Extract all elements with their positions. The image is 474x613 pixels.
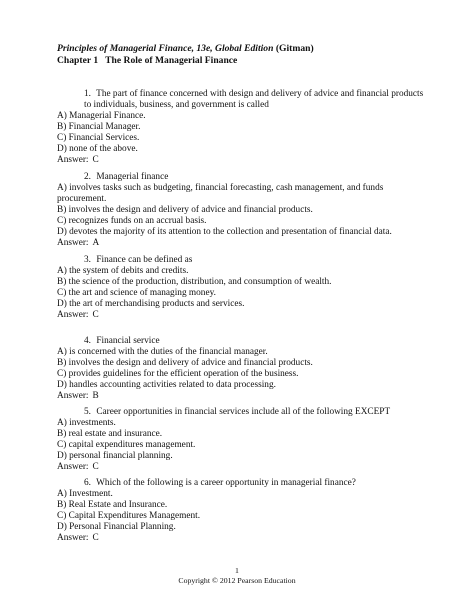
option-b: B) real estate and insurance. — [57, 429, 163, 439]
option-d: D) Personal Financial Planning. — [57, 522, 176, 532]
question-stem — [57, 336, 437, 347]
question-stem — [57, 172, 437, 183]
question-text: Financial service — [96, 336, 160, 346]
question-stem — [57, 255, 437, 266]
option-d: D) the art of merchandising products and services. — [57, 299, 245, 309]
book-title: Principles of Managerial Finance, 13e, Global Edition — [57, 43, 274, 54]
page-number: 1 — [235, 566, 239, 575]
copyright-notice: Copyright © 2012 Pearson Education — [178, 576, 296, 585]
answer-line — [57, 533, 437, 544]
option-d: D) none of the above. — [57, 144, 138, 154]
answer-value: C — [92, 533, 99, 543]
question-number: 3. — [84, 255, 91, 265]
answer-label: Answer: — [57, 391, 89, 401]
answer-value: C — [92, 155, 99, 165]
option-a: A) Managerial Finance. — [57, 111, 146, 121]
answer-label: Answer: — [57, 155, 89, 165]
answer-label: Answer: — [57, 310, 89, 320]
answer-label: Answer: — [57, 462, 89, 472]
option-a: A) investments. — [57, 418, 116, 428]
option-a: A) Investment. — [57, 489, 113, 499]
option-b: B) involves the design and delivery of advice and financial products. — [57, 205, 313, 215]
answer-line — [57, 155, 437, 166]
answer-line — [57, 462, 437, 473]
question-text: The part of finance concerned with design and delivery of advice and financial products — [96, 89, 424, 99]
chapter-heading — [57, 55, 437, 67]
question-4 — [57, 336, 437, 402]
answer-line — [57, 391, 437, 402]
question-number: 2. — [84, 172, 91, 182]
answer-line — [57, 238, 437, 249]
question-stem — [57, 89, 437, 100]
question-text: Finance can be defined as — [96, 255, 193, 265]
question-1 — [57, 89, 437, 166]
option-d: D) devotes the majority of its attention to the collection and presentation of financial data. — [57, 227, 392, 237]
option-b: B) the science of the production, distribution, and consumption of wealth. — [57, 277, 332, 287]
question-2 — [57, 172, 437, 249]
question-text-continued: to individuals, business, and government is called — [84, 100, 269, 110]
question-3 — [57, 255, 437, 321]
chapter-label: Chapter 1 — [57, 55, 99, 66]
answer-label: Answer: — [57, 533, 89, 543]
option-c: C) Financial Services. — [57, 133, 140, 143]
option-d: D) personal financial planning. — [57, 451, 173, 461]
answer-value: A — [92, 238, 100, 248]
option-c: C) the art and science of managing money. — [57, 288, 216, 298]
option-c: C) capital expenditures management. — [57, 440, 196, 450]
question-number: 4. — [84, 336, 91, 346]
option-a: A) is concerned with the duties of the financial manager. — [57, 347, 268, 357]
option-c: C) Capital Expenditures Management. — [57, 511, 201, 521]
question-text: Career opportunities in financial services include all of the following EXCEPT — [96, 407, 391, 417]
answer-label: Answer: — [57, 238, 89, 248]
option-b: B) Financial Manager. — [57, 122, 141, 132]
chapter-name: The Role of Managerial Finance — [105, 55, 238, 66]
option-a: A) involves tasks such as budgeting, financial forecasting, cash management, and funds — [57, 183, 384, 193]
answer-value: C — [92, 462, 99, 472]
option-c: C) recognizes funds on an accrual basis. — [57, 216, 207, 226]
question-text: Managerial finance — [96, 172, 169, 182]
option-a-continued: procurement. — [57, 194, 107, 204]
question-number: 5. — [84, 407, 91, 417]
book-title-line — [57, 43, 437, 55]
answer-value: C — [92, 310, 99, 320]
option-b: B) involves the design and delivery of advice and financial products. — [57, 358, 313, 368]
question-number: 1. — [84, 89, 91, 99]
question-6 — [57, 478, 437, 544]
page-footer — [0, 566, 474, 586]
option-b: B) Real Estate and Insurance. — [57, 500, 168, 510]
answer-line — [57, 310, 437, 321]
question-number: 6. — [84, 478, 91, 488]
book-author: (Gitman) — [275, 43, 314, 54]
document-header — [57, 43, 437, 67]
option-c: C) provides guidelines for the efficient operation of the business. — [57, 369, 299, 379]
option-d: D) handles accounting activities related to data processing. — [57, 380, 276, 390]
question-stem — [57, 478, 437, 489]
option-a: A) the system of debits and credits. — [57, 266, 189, 276]
answer-value: B — [92, 391, 99, 401]
question-text: Which of the following is a career opportunity in managerial finance? — [96, 478, 356, 488]
question-stem — [57, 407, 437, 418]
question-5 — [57, 407, 437, 473]
